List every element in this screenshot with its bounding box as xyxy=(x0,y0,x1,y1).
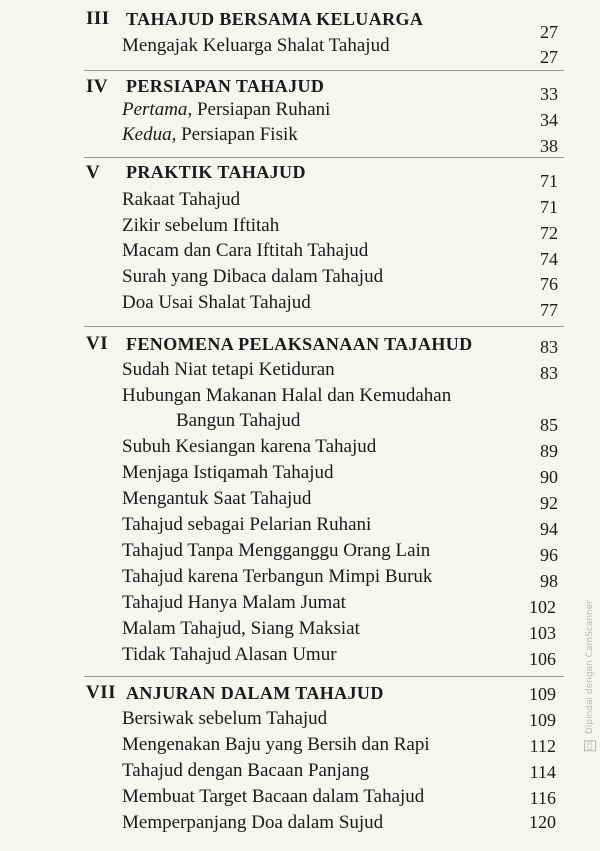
toc-entry: Menjaga Istiqamah Tahajud xyxy=(122,462,334,483)
chapter-title: PERSIAPAN TAHAJUD xyxy=(126,76,325,96)
toc-entry: Membuat Target Bacaan dalam Tahajud xyxy=(122,786,425,807)
chapter-page: 27 xyxy=(540,22,558,42)
scanner-watermark xyxy=(584,600,596,751)
toc-entry-page: 74 xyxy=(540,249,558,269)
toc-entry-page: 27 xyxy=(540,47,558,67)
toc-entry-page: 116 xyxy=(529,788,556,808)
toc-entry-page: 94 xyxy=(540,519,558,539)
chapter-page: 33 xyxy=(540,84,558,104)
toc-entry: Memperpanjang Doa dalam Sujud xyxy=(122,812,384,833)
chapter-page: 83 xyxy=(540,337,558,357)
section-divider xyxy=(84,326,564,327)
watermark-text: Dipindai dengan CamScanner xyxy=(585,600,595,735)
toc-entry: Tahajud karena Terbangun Mimpi Buruk xyxy=(122,566,433,587)
chapter-page: 71 xyxy=(540,171,558,191)
toc-entry-page: 72 xyxy=(540,223,558,243)
toc-entry: Tahajud Tanpa Mengganggu Orang Lain xyxy=(122,540,431,561)
toc-entry xyxy=(122,124,298,146)
toc-entry-page: 106 xyxy=(529,649,556,669)
toc-entry-page: 102 xyxy=(529,597,556,617)
toc-entry-page: 77 xyxy=(540,300,558,320)
toc-entry-page: 109 xyxy=(529,710,556,730)
toc-entry-page: 34 xyxy=(540,110,558,130)
toc-entry: Zikir sebelum Iftitah xyxy=(122,215,280,236)
toc-entry-page: 90 xyxy=(540,467,558,487)
chapter-number: VI xyxy=(86,333,109,354)
chapter-title: ANJURAN DALAM TAHAJUD xyxy=(126,683,384,703)
toc-entry-page: 71 xyxy=(540,197,558,217)
toc-entry-page: 103 xyxy=(529,623,556,643)
toc-entry-page: 120 xyxy=(529,812,556,832)
section-divider xyxy=(84,676,564,677)
chapter-number: IV xyxy=(86,76,109,97)
chapter-page: 109 xyxy=(529,684,556,704)
toc-entry xyxy=(122,99,330,121)
toc-entry: Tahajud Hanya Malam Jumat xyxy=(122,592,346,613)
toc-entry-page: 89 xyxy=(540,441,558,461)
section-divider xyxy=(84,157,564,158)
toc-entry-page: 76 xyxy=(540,274,558,294)
chapter-number: VII xyxy=(86,682,117,703)
toc-entry: Malam Tahajud, Siang Maksiat xyxy=(122,618,360,639)
toc-entry: Macam dan Cara Iftitah Tahajud xyxy=(122,240,369,261)
chapter-number: V xyxy=(86,162,101,183)
toc-entry-page: 114 xyxy=(529,762,556,782)
toc-entry-page: 83 xyxy=(540,363,558,383)
section-divider xyxy=(84,70,564,71)
toc-entry-page: 98 xyxy=(540,571,558,591)
toc-entry-page: 85 xyxy=(540,415,558,435)
toc-entry: Mengajak Keluarga Shalat Tahajud xyxy=(122,35,390,56)
toc-entry: Hubungan Makanan Halal dan Kemudahan xyxy=(122,385,452,406)
toc-entry-text: , Persiapan Ruhani xyxy=(187,99,331,120)
toc-entry-page: 92 xyxy=(540,493,558,513)
chapter-number: III xyxy=(86,8,110,29)
chapter-title: TAHAJUD BERSAMA KELUARGA xyxy=(126,9,424,29)
toc-entry: Rakaat Tahajud xyxy=(122,189,241,210)
toc-entry: Sudah Niat tetapi Ketiduran xyxy=(122,359,335,380)
toc-entry-page: 112 xyxy=(529,736,556,756)
toc-entry: Subuh Kesiangan karena Tahajud xyxy=(122,436,377,457)
toc-entry: Doa Usai Shalat Tahajud xyxy=(122,292,311,313)
toc-entry: Mengenakan Baju yang Bersih dan Rapi xyxy=(122,734,430,755)
camscanner-icon: CS xyxy=(586,740,594,751)
chapter-title: FENOMENA PELAKSANAAN TAJAHUD xyxy=(126,334,473,354)
chapter-title: PRAKTIK TAHAJUD xyxy=(126,162,306,182)
toc-entry-text: , Persiapan Fisik xyxy=(171,124,298,145)
toc-entry-page: 96 xyxy=(540,545,558,565)
toc-entry: Tahajud dengan Bacaan Panjang xyxy=(122,760,370,781)
toc-entry: Bersiwak sebelum Tahajud xyxy=(122,708,328,729)
toc-entry: Surah yang Dibaca dalam Tahajud xyxy=(122,266,384,287)
toc-entry: Tidak Tahajud Alasan Umur xyxy=(122,644,337,665)
toc-entry-emphasis: Kedua xyxy=(122,124,172,145)
toc-entry-emphasis: Pertama xyxy=(122,99,188,120)
toc-entry-page: 38 xyxy=(540,136,558,156)
toc-entry: Mengantuk Saat Tahajud xyxy=(122,488,312,509)
toc-entry-continuation: Bangun Tahajud xyxy=(176,410,301,431)
toc-entry: Tahajud sebagai Pelarian Ruhani xyxy=(122,514,372,535)
